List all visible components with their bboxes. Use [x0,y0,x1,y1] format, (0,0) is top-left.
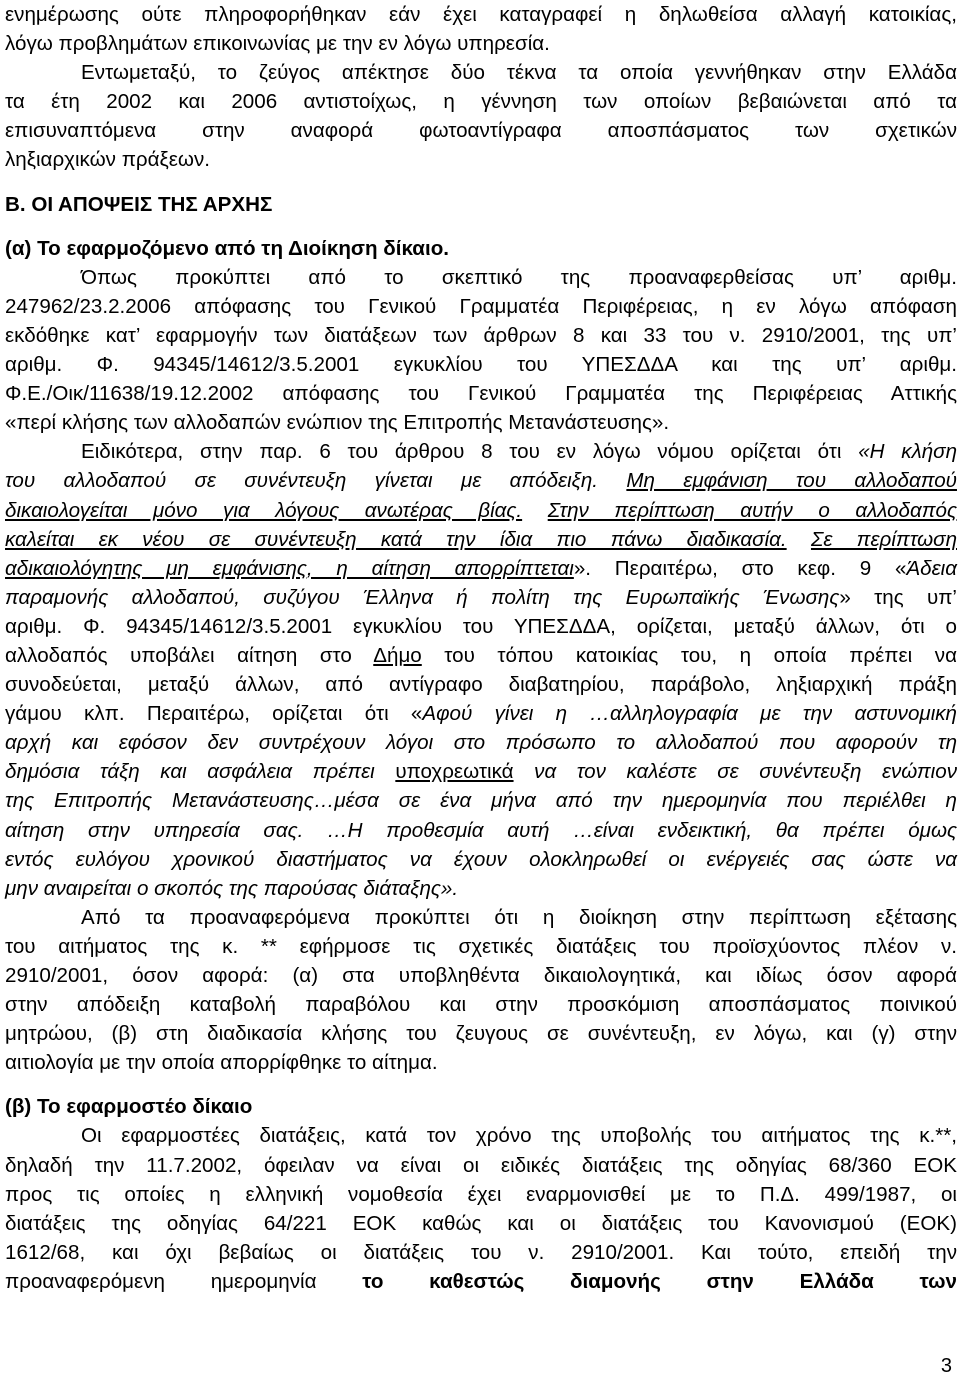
text-run: προαναφερόμενη ημερομηνία [5,1269,363,1293]
paragraph-line: Από τα προαναφερόμενα προκύπτει ότι η διοίκηση στην περίπτωση εξέτασης [81,905,957,929]
underlined-quoted-text: , η αίτηση απορρίπτεται [306,556,574,580]
paragraph-line [5,496,957,525]
quoted-text: του αλλοδαπού σε συνέντευξη γίνεται με απόδειξη. [5,469,599,493]
section-heading: Β. ΟΙ ΑΠΟΨΕΙΣ ΤΗΣ ΑΡΧΗΣ [5,192,273,216]
paragraph-line: στην απόδειξη καταβολή παραβόλου και στην προσκόμιση αποσπάσματος ποινικού [5,993,957,1017]
paragraph-line [5,466,957,495]
paragraph-line [5,1267,957,1296]
underlined-text: Δήμο [373,643,422,667]
paragraph-line: αίτηση στην υπηρεσία σας. …Η προθεσμία αυτή …είναι ενδεικτική, θα πρέπει όμως [5,818,957,842]
paragraph-line: 1612/68, και όχι βεβαίως οι διατάξεις του ν. 2910/2001. Και τούτο, επειδή την [5,1240,957,1264]
quoted-text: Αφού γίνει η …αλληλογραφία με την αστυνομική [422,702,957,726]
paragraph-line: επισυναπτόμενα στην αναφορά φωτοαντίγραφα αποσπάσματος των σχετικών [5,119,957,143]
paragraph-line: αρχή και εφόσον δεν συντρέχουν λόγοι στο πρόσωπο το αλλοδαπού που αφορούν τη [5,731,957,755]
underlined-quoted-text: Μη εμφάνιση του αλλοδαπού [626,469,957,493]
paragraph-line: διατάξεις της οδηγίας 64/221 ΕΟΚ καθώς και οι διατάξεις του Κανονισμού (ΕΟΚ) [5,1211,957,1235]
paragraph-line: Εντωμεταξύ, το ζεύγος απέκτησε δύο τέκνα τα οποία γεννήθηκαν στην Ελλάδα [81,61,957,85]
text-run: Ειδικότερα, στην παρ. 6 του άρθρου 8 του εν λόγω νόμου ορίζεται ότι [81,440,859,464]
paragraph-line [5,699,957,728]
paragraph-line: της Επιτροπής Μετανάστευσης…μέσα σε ένα μήνα από την ημερομηνία που περιέλθει η [5,789,957,813]
quoted-text: δημόσια τάξη και ασφάλεια πρέπει [5,760,396,784]
underlined-text: υποχρεωτικά [395,760,514,784]
paragraph-line: εκδόθηκε κατ’ εφαρμογήν των διατάξεων των άρθρων 8 και 33 του ν. 2910/2001, της υπ’ [5,323,957,347]
paragraph-line: δηλαδή την 11.7.2002, όφειλαν να είναι οι ειδικές διατάξεις της οδηγίας 68/360 ΕΟΚ [5,1153,957,1177]
paragraph-line: λόγω προβλημάτων επικοινωνίας με την εν λόγω υπηρεσία. [5,32,550,56]
underlined-quoted-text: Σε περίπτωση [810,527,957,551]
paragraph-line: ληξιαρχικών πράξεων. [5,148,211,172]
quoted-text: Άδεια [906,556,957,580]
paragraph-line: αριθμ. Φ. 94345/14612/3.5.2001 εγκυκλίου του ΥΠΕΣΔΔΑ και της υπ’ αριθμ. [5,353,957,377]
text-run [598,469,626,492]
underlined-quoted-text: δικαιολογείται μόνο για λόγους ανωτέρας βίας. [5,498,523,522]
paragraph-line: του αιτήματος της κ. ** εφήρμοσε τις σχετικές διατάξεις του προϊσχύοντος πλέον ν. [5,934,957,958]
paragraph-line: «περί κλήσης των αλλοδαπών ενώπιον της Επιτροπής Μετανάστευσης». [5,411,670,435]
paragraph-line [5,525,957,554]
paragraph-line: ενημέρωσης ούτε πληροφορήθηκαν εάν έχει καταγραφεί η δηλωθείσα αλλαγή κατοικίας, [5,3,957,26]
text-run: του τόπου κατοικίας του, η οποία πρέπει να [421,643,957,667]
paragraph-line: μην αναιρείται ο σκοπός της παρούσας διάταξης». [5,876,459,900]
paragraph-line: τα έτη 2002 και 2006 αντιστοίχως, η γέννηση των οποίων βεβαιώνεται από τα [5,90,957,114]
quoted-text: παραμονής αλλοδαπού, συζύγου Έλληνα ή πολίτη της Ευρωπαϊκής Ένωσης [5,585,840,609]
text-run: ». Περαιτέρω, στο κεφ. 9 « [573,556,907,580]
paragraph-line: Όπως προκύπτει από το σκεπτικό της προαναφερθείσας υπ’ αριθμ. [81,265,957,289]
subsection-heading: (α) Το εφαρμοζόμενο από τη Διοίκηση δίκαιο. [5,236,449,260]
paragraph-line: 247962/23.2.2006 απόφασης του Γενικού Γραμματέα Περιφέρειας, η εν λόγω απόφαση [5,294,957,318]
paragraph-line [5,757,957,786]
paragraph-line [5,641,957,670]
paragraph-line: μητρώου, (β) στη διαδικασία κλήσης του ζευγους σε συνέντευξη, εν λόγω, και (γ) στην [5,1022,957,1046]
paragraph-line [5,437,957,466]
paragraph-line: Φ.Ε./Οικ/11638/19.12.2002 απόφασης του Γενικού Γραμματέα της Περιφέρειας Αττικής [5,382,957,406]
page-number: 3 [940,1355,952,1377]
underlined-quoted-text: αδικαιολόγητης μη εμφάνισης [5,556,307,580]
paragraph-line: Οι εφαρμοστέες διατάξεις, κατά τον χρόνο της υποβολής του αιτήματος της κ.**, [81,1124,957,1148]
quoted-text: «Η κλήση [858,440,957,464]
text-run: αλλοδαπός υποβάλει αίτηση στο [5,643,374,667]
paragraph-line: προς τις οποίες η ελληνική νομοθεσία έχει εναρμονισθεί με το Π.Δ. 499/1987, οι [5,1182,957,1206]
underlined-quoted-text: Στην περίπτωση αυτήν ο αλλοδαπός [547,498,957,522]
text-run: » της υπ’ [839,585,957,609]
quoted-text: να τον καλέστε σε συνέντευξη ενώπιον [513,760,958,784]
paragraph-line: αριθμ. Φ. 94345/14612/3.5.2001 εγκυκλίου του ΥΠΕΣΔΔΑ, ορίζεται, μεταξύ άλλων, ότι ο [5,614,957,638]
text-run: γάμου κλπ. Περαιτέρω, ορίζεται ότι « [5,702,423,726]
paragraph-line: εντός ευλόγου χρονικού διαστήματος να έχουν ολοκληρωθεί οι ενέργειές σας ώστε να [5,847,957,871]
paragraph-line [5,583,957,612]
paragraph-line: αιτιολογία με την οποία απορρίφθηκε το αίτημα. [5,1051,438,1075]
text-run [522,499,548,522]
underlined-quoted-text: καλείται εκ νέου σε συνέντευξη κατά την ίδια πιο πάνω διαδικασία. [5,527,787,551]
paragraph-line: συνοδεύεται, μεταξύ άλλων, από αντίγραφο διαβατηρίου, παράβολο, ληξιαρχική πράξη [5,673,957,697]
subsection-heading: (β) Το εφαρμοστέο δίκαιο [5,1095,253,1119]
bold-text: το καθεστώς διαμονής στην Ελλάδα των [362,1269,958,1293]
paragraph-line [5,554,957,583]
document-page [5,0,957,1296]
text-run [787,528,811,551]
paragraph-line: 2910/2001, όσον αφορά: (α) στα υποβληθέντα δικαιολογητικά, και ιδίως όσον αφορά [5,964,957,987]
